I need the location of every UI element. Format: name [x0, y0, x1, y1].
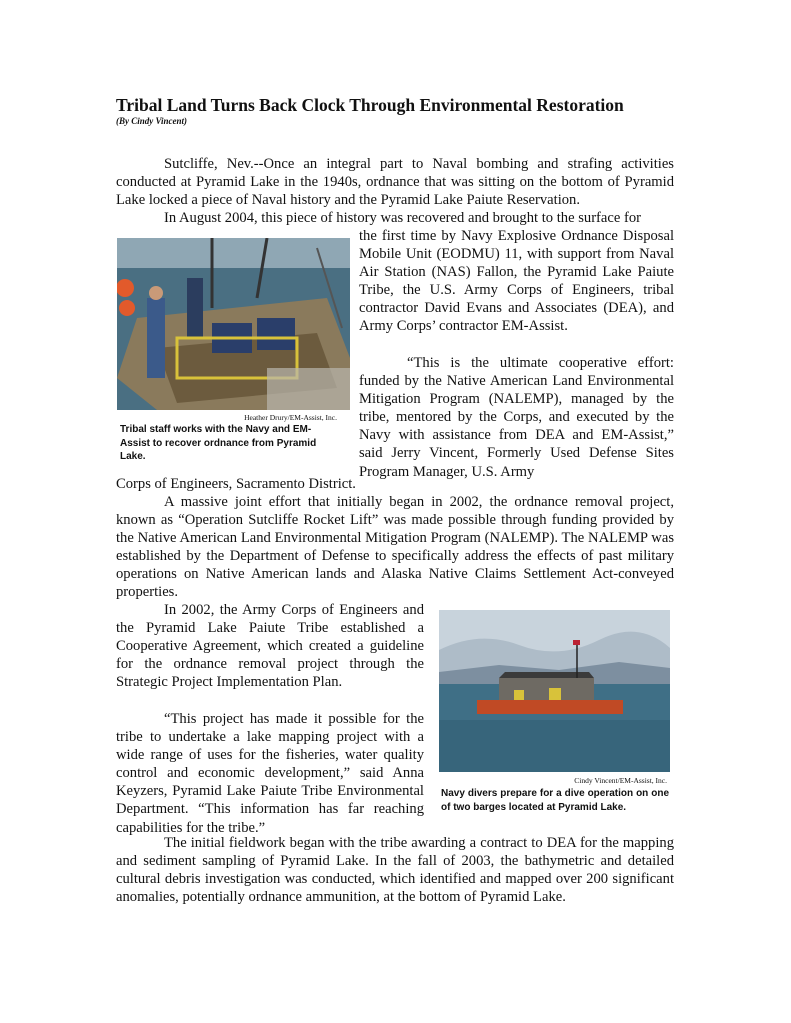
- paragraph-2-continued: the first time by Navy Explosive Ordnance Disposal Mobile Unit (EODMU) 11, with support from Naval Air Station (NAS) Fallon, the Pyramid Lake Paiute Tribe, the U.S. Army Corps of Engineers, tribal contractor David Evans and Associates (DEA), and Army Corps’ contractor EM-Assist.: [359, 228, 674, 335]
- photo2-credit: Cindy Vincent/EM-Assist, Inc.: [574, 776, 667, 785]
- paragraph-7: The initial fieldwork began with the tribe awarding a contract to DEA for the mapping and sediment sampling of Pyramid Lake. In the fall of 2003, the bathymetric and detailed cultural debris investigation was conducted, which identified and mapped over 200 significant anomalies, potentially ordnance ammunition, at the bottom of Pyramid Lake.: [116, 835, 674, 906]
- article-byline: (By Cindy Vincent): [116, 116, 188, 126]
- paragraph-3: “This is the ultimate cooperative effort: funded by the Native American Land Environmental Mitigation Program (NALEMP), managed by the tribe, mentored by the Corps, and executed by the Navy with assistance from DEA and EM-Assist,” said Jerry Vincent, Formerly Used Defense Sites Program Manager, U.S. Army: [359, 355, 674, 480]
- paragraph-2-start: In August 2004, this piece of history was recovered and brought to the surface for: [164, 210, 642, 226]
- paragraph-1: Sutcliffe, Nev.--Once an integral part to Naval bombing and strafing activities conducted at Pyramid Lake in the 1940s, ordnance that was sitting on the bottom of Pyramid Lake locked a piece of Naval history and the Pyramid Lake Paiute Reservation.: [116, 156, 674, 209]
- paragraph-5: In 2002, the Army Corps of Engineers and the Pyramid Lake Paiute Tribe established a Cooperative Agreement, which created a guideline for the ordnance removal project through the Strategic Project Implementation Plan.: [116, 602, 424, 691]
- paragraph-4: A massive joint effort that initially began in 2002, the ordnance removal project, known as “Operation Sutcliffe Rocket Lift” was made possible through funding provided by the Native American Land Environmental Mitigation Program (NALEMP). The NALEMP was established by the Department of Defense to specifically address the effects of past military operations on Native American lands and Alaska Native Claims Settlement Act-conveyed properties.: [116, 494, 674, 601]
- barge-photo: [439, 610, 670, 772]
- paragraph-6: “This project has made it possible for the tribe to undertake a lake mapping project with a wide range of uses for the fisheries, water quality control and economic development,” said Anna Keyzers, Pyramid Lake Paiute Tribe Environmental Department. “This information has far reaching capabilities for the tribe.”: [116, 711, 424, 836]
- photo1-credit: Heather Drury/EM-Assist, Inc.: [244, 413, 337, 422]
- photo1-caption: Tribal staff works with the Navy and EM-Assist to recover ordnance from Pyramid Lake.: [120, 424, 317, 462]
- ordnance-recovery-photo: [117, 238, 350, 410]
- article-title: Tribal Land Turns Back Clock Through Environmental Restoration: [116, 95, 624, 115]
- photo2-caption: Navy divers prepare for a dive operation on one of two barges located at Pyramid Lake.: [441, 788, 669, 813]
- paragraph-3-end: Corps of Engineers, Sacramento District.: [116, 476, 356, 492]
